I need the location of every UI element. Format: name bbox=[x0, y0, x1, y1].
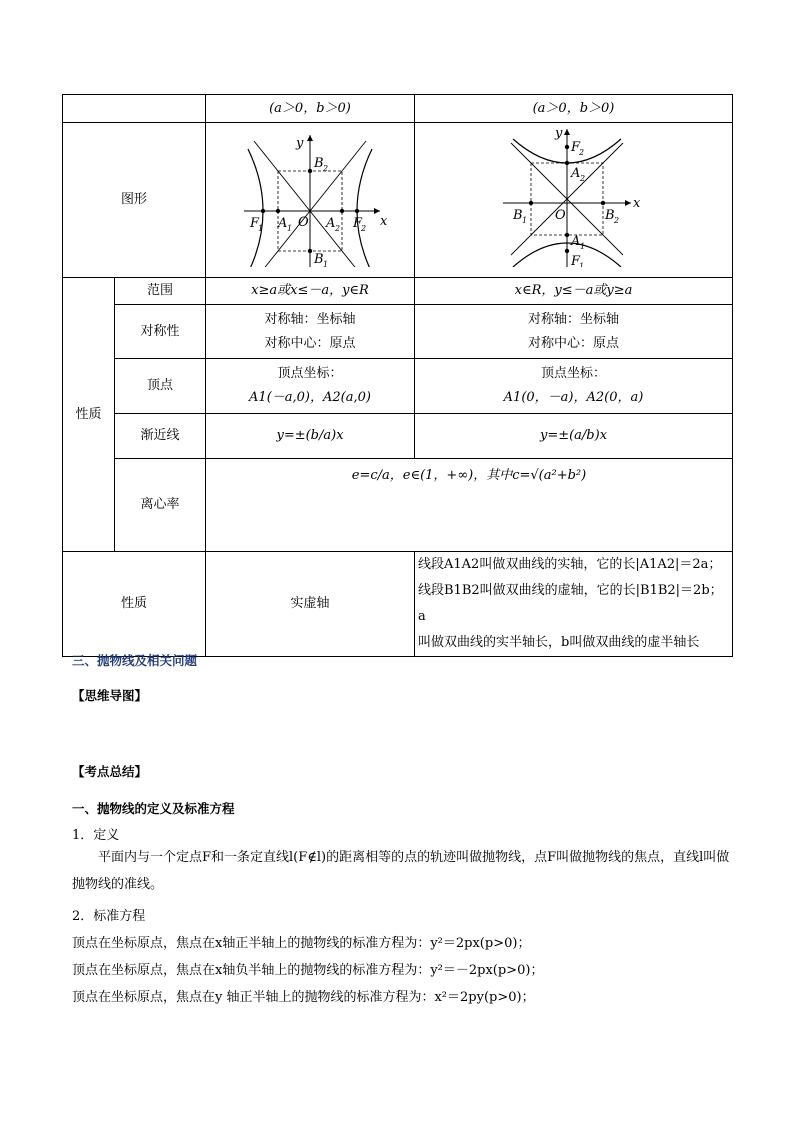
section-3-heading: 三、抛物线及相关问题 bbox=[72, 653, 198, 668]
item-2-title: 2．标准方程 bbox=[72, 909, 146, 924]
svg-text:1: 1 bbox=[323, 260, 329, 268]
subsection-1-heading: 一、抛物线的定义及标准方程 bbox=[72, 801, 235, 816]
equation-1: 顶点在坐标原点，焦点在x轴正半轴上的抛物线的标准方程为：y²＝2px(p>0)； bbox=[72, 936, 531, 951]
svg-text:1: 1 bbox=[287, 224, 293, 234]
eccentricity-label: 离心率 bbox=[115, 459, 206, 552]
svg-text:2: 2 bbox=[335, 224, 341, 234]
hyperbola-table bbox=[62, 94, 733, 657]
svg-text:1: 1 bbox=[579, 242, 585, 252]
vertex-1 bbox=[206, 359, 415, 414]
svg-text:1: 1 bbox=[578, 262, 584, 268]
axis-desc-line-2: 线段B1B2叫做双曲线的虚轴，它的长|B1B2|＝2b；a bbox=[418, 583, 723, 624]
hyperbola-horizontal-graph bbox=[230, 127, 390, 267]
vertex-title-2: 顶点坐标： bbox=[540, 366, 606, 382]
range-2: x∈R，y≤－a或y≥a bbox=[415, 278, 733, 305]
axis-desc-line-3: 叫做双曲线的实半轴长，b叫做双曲线的虚半轴长 bbox=[418, 635, 700, 650]
svg-text:2: 2 bbox=[323, 164, 329, 174]
hyperbola-vertical-graph bbox=[499, 127, 649, 267]
origin-label: O bbox=[298, 215, 309, 231]
vertex-label: 顶点 bbox=[115, 359, 206, 414]
symmetry-label: 对称性 bbox=[115, 305, 206, 359]
asymptote-1: y=±(b/a)x bbox=[206, 414, 415, 459]
equation-2: 顶点在坐标原点，焦点在x轴负半轴上的抛物线的标准方程为：y²＝－2px(p>0)； bbox=[72, 963, 544, 978]
svg-text:F: F bbox=[570, 254, 580, 268]
condition-1: (a＞0，b＞0) bbox=[206, 95, 415, 123]
symmetry-axis-2: 对称轴：坐标轴 bbox=[527, 311, 619, 327]
vertex-coords-2: A1(0，－a)，A2(0，a) bbox=[503, 390, 644, 405]
svg-text:2: 2 bbox=[361, 224, 367, 234]
svg-text:B: B bbox=[512, 208, 523, 224]
svg-text:A: A bbox=[570, 234, 580, 250]
svg-text:2: 2 bbox=[613, 216, 619, 226]
svg-text:A: A bbox=[570, 166, 580, 182]
svg-text:F: F bbox=[570, 140, 580, 156]
svg-text:O: O bbox=[554, 208, 566, 224]
svg-text:F: F bbox=[353, 216, 363, 232]
eccentricity-formula bbox=[206, 459, 733, 552]
asymptote-label: 渐近线 bbox=[115, 414, 206, 459]
svg-text:2: 2 bbox=[578, 148, 584, 158]
svg-text:2: 2 bbox=[579, 174, 585, 184]
svg-text:B: B bbox=[314, 252, 324, 268]
vertex-2 bbox=[415, 359, 733, 414]
svg-text:A: A bbox=[326, 216, 336, 232]
svg-text:1: 1 bbox=[521, 216, 527, 226]
symmetry-2 bbox=[415, 305, 733, 359]
blank-cell bbox=[63, 95, 206, 123]
svg-text:B: B bbox=[604, 208, 615, 224]
figure-horizontal-hyperbola bbox=[206, 123, 415, 278]
symmetry-1 bbox=[206, 305, 415, 359]
range-label: 范围 bbox=[115, 278, 206, 305]
asymptote-2: y=±(a/b)x bbox=[415, 414, 733, 459]
eccentricity-text: e=c/a，e∈(1，+∞)，其中c=√(a²+b²) bbox=[351, 468, 587, 483]
svg-text:x: x bbox=[632, 196, 640, 212]
figure-label: 图形 bbox=[63, 123, 206, 278]
svg-text:1: 1 bbox=[258, 224, 264, 234]
y-axis-label: y bbox=[296, 136, 304, 152]
properties-label: 性质 bbox=[63, 278, 115, 552]
axis-label: 实虚轴 bbox=[206, 552, 415, 657]
vertex-title-1: 顶点坐标： bbox=[277, 366, 343, 382]
item-1-title: 1．定义 bbox=[72, 828, 120, 843]
summary-heading: 【考点总结】 bbox=[72, 764, 148, 779]
figure-vertical-hyperbola bbox=[415, 123, 733, 278]
equation-3: 顶点在坐标原点，焦点在y 轴正半轴上的抛物线的标准方程为：x²＝2py(p>0)； bbox=[72, 990, 535, 1005]
axis-properties-label: 性质 bbox=[63, 552, 206, 657]
x-axis-label: x bbox=[380, 214, 388, 230]
symmetry-axis-1: 对称轴：坐标轴 bbox=[264, 311, 356, 327]
condition-2: (a＞0，b＞0) bbox=[415, 95, 733, 123]
mindmap-heading: 【思维导图】 bbox=[72, 688, 148, 703]
vertex-coords-1: A1(－a,0)，A2(a,0) bbox=[249, 390, 371, 405]
svg-text:A: A bbox=[278, 216, 288, 232]
symmetry-center-2: 对称中心：原点 bbox=[527, 335, 619, 351]
axis-desc-line-1: 线段A1A2叫做双曲线的实轴，它的长|A1A2|＝2a； bbox=[418, 557, 722, 572]
range-1: x≥a或x≤－a，y∈R bbox=[206, 278, 415, 305]
svg-text:F: F bbox=[250, 216, 260, 232]
symmetry-center-1: 对称中心：原点 bbox=[264, 335, 356, 351]
svg-text:B: B bbox=[314, 156, 324, 172]
svg-text:y: y bbox=[554, 127, 562, 142]
definition-paragraph: 平面内与一个定点F和一条定直线l(F∉l)的距离相等的点的轨迹叫做抛物线，点F叫做抛物线的焦点，直线l叫做抛物线的准线。 bbox=[72, 850, 730, 892]
axis-description bbox=[415, 552, 733, 657]
